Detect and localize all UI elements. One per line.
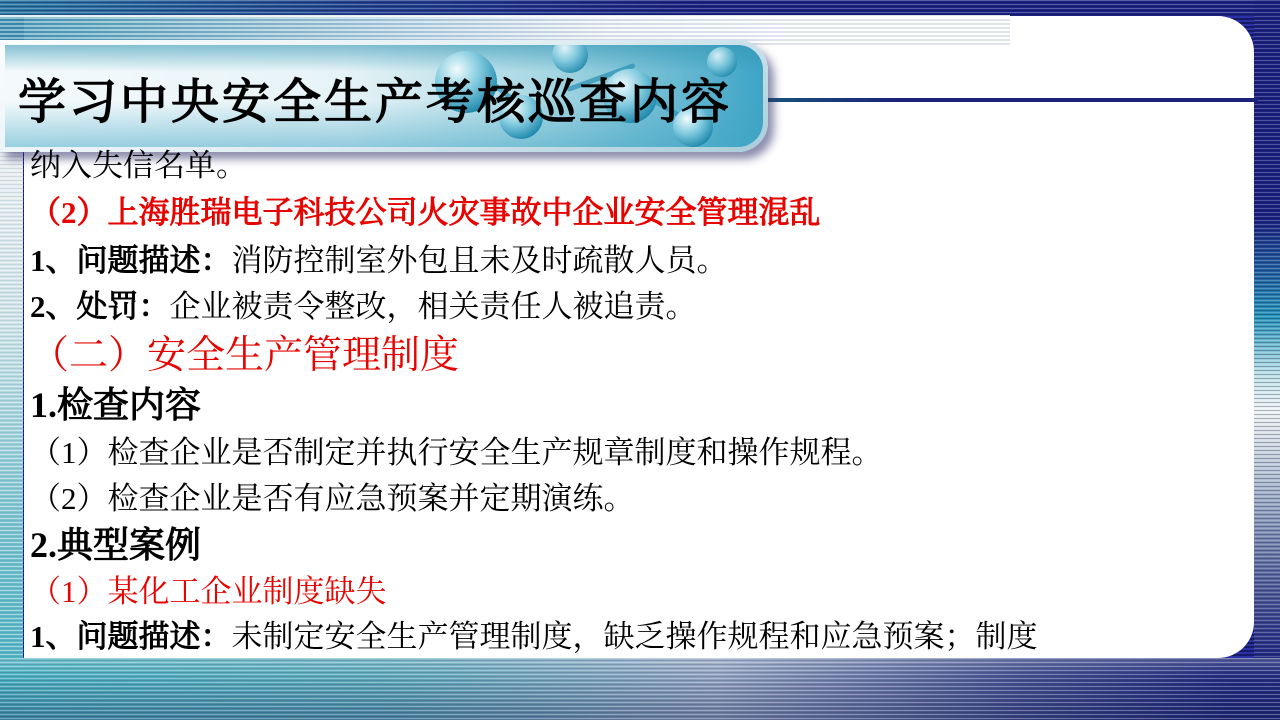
right-stripe-band xyxy=(1254,0,1280,720)
top-stripe-bar xyxy=(0,0,1280,16)
slide-title: 学习中央安全生产考核巡查内容 xyxy=(18,75,733,129)
body-line-7: （1）检查企业是否制定并执行安全生产规章制度和操作规程。 xyxy=(30,435,883,470)
body-line-8: （2）检查企业是否有应急预案并定期演练。 xyxy=(30,481,635,516)
body-line-10-case-heading: （1）某化工企业制度缺失 xyxy=(30,574,387,609)
header-divider-line xyxy=(752,98,1258,102)
bottom-stripe-band xyxy=(0,658,1280,720)
title-banner-surface xyxy=(5,45,763,147)
left-stripe-band xyxy=(0,150,23,720)
subsection-heading-check-content: 1.检查内容 xyxy=(30,385,202,425)
body-line-3: 1、问题描述：消防控制室外包且未及时疏散人员。 xyxy=(30,243,728,278)
section-heading: （二）安全生产管理制度 xyxy=(30,334,460,377)
body-line-2-case-heading: （2）上海胜瑞电子科技公司火灾事故中企业安全管理混乱 xyxy=(30,195,821,230)
body-line-1: 纳入失信名单。 xyxy=(30,148,247,183)
subsection-heading-typical-cases: 2.典型案例 xyxy=(30,525,202,565)
body-line-11: 1、问题描述：未制定安全生产管理制度，缺乏操作规程和应急预案；制度 xyxy=(30,619,1038,654)
title-banner xyxy=(0,40,768,152)
slide-body-text xyxy=(30,142,1250,659)
body-line-4: 2、处罚：企业被责令整改，相关责任人被追责。 xyxy=(30,289,697,324)
